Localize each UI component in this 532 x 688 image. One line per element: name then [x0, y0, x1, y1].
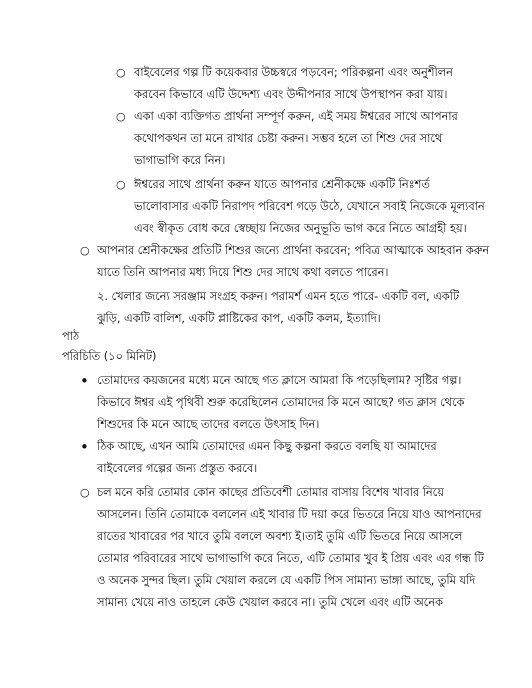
- text-line: শিশুদের কি মনে আছে তাদের বলতে উৎসাহ দিন।: [97, 418, 320, 431]
- dot-bullet-icon: •: [80, 372, 89, 390]
- text-line: পরিচিতি (১০ মিনিট): [62, 350, 157, 363]
- text-line: ভালোবাসার একটি নিরাপদ পরিবেশ গড়ে উঠে, যেখানে সবাই নিজেকে মূল্যবান: [134, 200, 485, 213]
- ring-bullet-icon: ○: [80, 244, 90, 257]
- ring-bullet-icon: ○: [80, 486, 90, 499]
- text-line: কথোপকথন তা মনে রাখার চেষ্টা করুন। সম্ভব হলে তা শিশু দের সাথে: [134, 132, 443, 145]
- text-line: রাতের খাবারের পর খাবে তুমি বললে অবশ্য ই।তাই তুমি এটি ভিতরে নিয়ে আসলে: [97, 530, 463, 543]
- ring-bullet-icon: ○: [116, 66, 126, 79]
- text-line: আপনার শ্রেনীকক্ষের প্রতিটি শিশুর জন্যে প্রার্থনা করবেন; পবিত্র আত্মাকে আহবান করুন: [97, 244, 490, 257]
- text-line: তোমাদের কয়জনের মধ্যে মনে আছে গত ক্লাসে আমরা কি পড়েছিলাম? সৃষ্টির গল্প।: [97, 374, 462, 387]
- text-line: একা একা ব্যক্তিগত প্রার্থনা সম্পূর্ণ করুন, এই সময় ঈশ্বরের সাথে আপনার: [134, 110, 458, 123]
- text-line: ঈশ্বরের সাথে প্রার্থনা করুন যাতে আপনার শ্রেনীকক্ষে একটি নিঃশর্ত: [134, 178, 430, 191]
- text-line: সামান্য খেয়ে নাও তাহলে কেউ খেয়াল করবে না। তুমি খেলে এবং এটি অনেক: [97, 596, 443, 609]
- text-line: পাঠ: [62, 330, 79, 343]
- text-line: বাইবেলের গল্প টি কয়েকবার উচ্চস্বরে পড়বেন; পরিকল্পনা এবং অনুশীলন: [134, 66, 453, 79]
- text-line: ভাগাভাগি করে নিন।: [134, 154, 226, 167]
- ring-bullet-icon: ○: [116, 110, 126, 123]
- dot-bullet-icon: •: [80, 438, 89, 456]
- text-line: আসলেন। তিনি তোমাকে বললেন এই খাবার টি দয়া করে ভিতরে নিয়ে যাও আপনাদের: [97, 508, 482, 521]
- text-line: ২. খেলার জন্যে সরঞ্জাম সংগ্রহ করুন। পরামর্শ এমন হতে পারে- একটি বল, একটি: [97, 290, 460, 303]
- text-line: যাতে তিনি আপনার মধ্য দিয়ে শিশু দের সাথে কথা বলতে পারেন।: [97, 266, 389, 279]
- text-line: চল মনে করি তোমার কোন কাছের প্রতিবেশী তোমার বাসায় বিশেষ খাবার নিয়ে: [97, 486, 444, 499]
- text-line: তোমার পরিবারের সাথে ভাগাভাগি করে নিতে, এটি তোমার খুব ই প্রিয় এবং এর গন্ধ টি: [97, 552, 484, 565]
- text-line: ও অনেক সুন্দর ছিল। তুমি খেয়াল করলে যে একটি পিস সামান্য ভাঙ্গা আছে, তুমি যদি: [97, 574, 476, 587]
- text-line: এবং স্বীকৃত বোধ করে স্বেচ্ছায় নিজের অনুভূতি ভাগ করে নিতে আগ্রহী হয়।: [134, 222, 467, 235]
- text-line: কিভাবে ঈশ্বর এই পৃথিবী শুরু করেছিলেন তোমাদের কি মনে আছে? গত ক্লাস থেকে: [97, 396, 465, 409]
- ring-bullet-icon: ○: [116, 178, 126, 191]
- text-line: বাইবেলের গল্পের জন্য প্রস্তুত করবে।: [97, 462, 258, 475]
- text-line: করবেন কিভাবে এটি উদ্দেশ্য এবং উদ্দীপনার সাথে উপস্থাপন করা যায়।: [134, 88, 448, 101]
- text-line: ঠিক আছে, এখন আমি তোমাদের এমন কিছু কল্পনা করতে বলছি যা আমাদের: [97, 440, 437, 453]
- text-line: ঝুড়ি, একটি বালিশ, একটি প্লাষ্টিকের কাপ, একটি কলম, ইত্যাদি।: [97, 312, 381, 325]
